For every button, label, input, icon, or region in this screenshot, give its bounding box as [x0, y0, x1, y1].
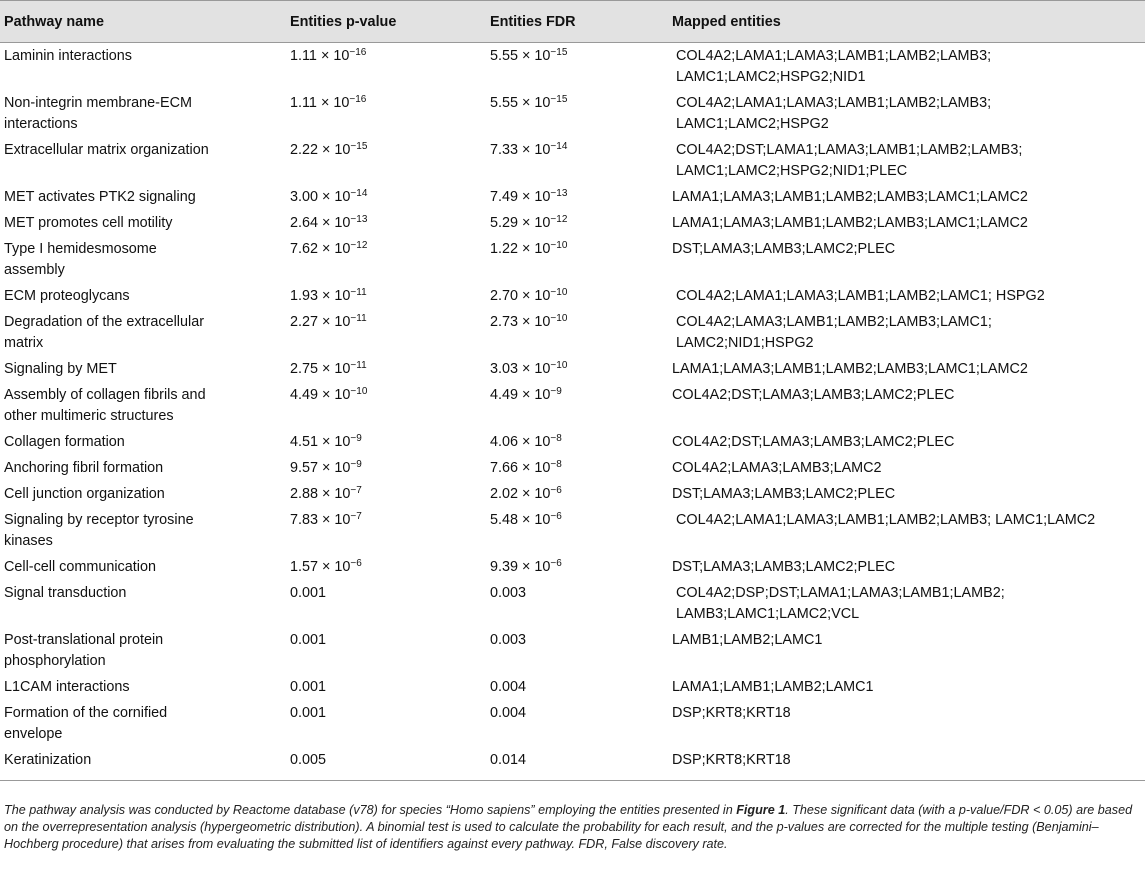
mapped-entities-cell [672, 309, 1145, 356]
mapped-entities-line: LAMC1;LAMC2;HSPG2;NID1 [672, 69, 866, 85]
pathway-name-cell [0, 627, 290, 674]
pathway-name-line: phosphorylation [4, 653, 106, 669]
pathway-name-cell [0, 356, 290, 382]
pathway-name-cell [0, 382, 290, 429]
mapped-entities-line: COL4A2;DSP;DST;LAMA1;LAMA3;LAMB1;LAMB2; [672, 585, 1005, 601]
fdr-value: 5.55 × 10 [490, 48, 551, 64]
p-value-cell [290, 674, 490, 700]
fdr-exponent: −10 [550, 313, 568, 324]
mapped-entities-line: DST;LAMA3;LAMB3;LAMC2;PLEC [672, 559, 896, 575]
pathway-name-line: Post-translational protein [4, 632, 164, 648]
pathway-name-cell [0, 747, 290, 781]
mapped-entities-line: COL4A2;LAMA3;LAMB3;LAMC2 [672, 460, 882, 476]
mapped-entities-cell [672, 554, 1145, 580]
p-exponent: −7 [350, 485, 362, 496]
pathway-name-line: Non-integrin membrane-ECM [4, 95, 192, 111]
footnote-text-1: The pathway analysis was conducted by Reactome database (v78) for species “Homo sapiens” employing the entities presented in [4, 803, 737, 817]
p-exponent: −11 [350, 360, 367, 371]
fdr-value: 0.003 [490, 632, 527, 648]
p-value: 0.001 [290, 585, 327, 601]
p-value-cell [290, 554, 490, 580]
mapped-entities-line: DSP;KRT8;KRT18 [672, 752, 791, 768]
p-exponent: −7 [350, 511, 362, 522]
pathway-name-cell [0, 90, 290, 137]
fdr-cell [490, 481, 672, 507]
p-exponent: −9 [350, 433, 362, 444]
fdr-exponent: −10 [550, 360, 568, 371]
mapped-entities-cell [672, 674, 1145, 700]
p-value: 1.11 × 10 [290, 48, 350, 64]
table-row [0, 90, 1145, 137]
p-value: 0.001 [290, 705, 327, 721]
p-exponent: −12 [350, 240, 368, 251]
mapped-entities-line: LAMC1;LAMC2;HSPG2 [672, 116, 829, 132]
mapped-entities-line: LAMC1;LAMC2;HSPG2;NID1;PLEC [672, 163, 908, 179]
fdr-value: 0.004 [490, 705, 527, 721]
fdr-value: 7.33 × 10 [490, 142, 551, 158]
pathway-name-line: Cell-cell communication [4, 559, 156, 575]
fdr-value: 1.22 × 10 [490, 241, 551, 257]
table-row [0, 210, 1145, 236]
p-value: 2.27 × 10 [290, 314, 351, 330]
pathway-name-line: Anchoring fibril formation [4, 460, 164, 476]
table-row [0, 429, 1145, 455]
pathway-name-line: Formation of the cornified [4, 705, 168, 721]
p-exponent: −11 [350, 313, 367, 324]
pathway-name-line: other multimeric structures [4, 408, 174, 424]
pathway-name-cell [0, 210, 290, 236]
fdr-cell [490, 137, 672, 184]
mapped-entities-line: DST;LAMA3;LAMB3;LAMC2;PLEC [672, 241, 896, 257]
fdr-value: 0.003 [490, 585, 527, 601]
fdr-exponent: −6 [550, 558, 562, 569]
header-fdr: Entities FDR [490, 1, 672, 43]
mapped-entities-cell [672, 356, 1145, 382]
p-exponent: −13 [350, 214, 368, 225]
table-row [0, 236, 1145, 283]
pathway-name-cell [0, 184, 290, 210]
table-row [0, 382, 1145, 429]
p-value-cell [290, 455, 490, 481]
fdr-value: 3.03 × 10 [490, 361, 551, 377]
pathway-name-line: ECM proteoglycans [4, 288, 130, 304]
p-exponent: −6 [350, 558, 362, 569]
pathway-name-line: kinases [4, 533, 53, 549]
pathway-name-line: Signaling by MET [4, 361, 117, 377]
mapped-entities-cell [672, 580, 1145, 627]
p-value-cell [290, 747, 490, 781]
mapped-entities-cell [672, 236, 1145, 283]
fdr-cell [490, 674, 672, 700]
p-value: 0.001 [290, 679, 327, 695]
p-value: 7.83 × 10 [290, 512, 351, 528]
mapped-entities-line: LAMC2;NID1;HSPG2 [672, 335, 814, 351]
pathway-name-line: Type I hemidesmosome [4, 241, 157, 257]
fdr-cell [490, 90, 672, 137]
fdr-cell [490, 700, 672, 747]
header-pathway-name: Pathway name [0, 1, 290, 43]
fdr-cell [490, 554, 672, 580]
mapped-entities-cell [672, 429, 1145, 455]
mapped-entities-line: COL4A2;DST;LAMA3;LAMB3;LAMC2;PLEC [672, 387, 955, 403]
p-exponent: −16 [349, 47, 367, 58]
mapped-entities-cell [672, 43, 1145, 91]
fdr-value: 0.014 [490, 752, 527, 768]
mapped-entities-cell [672, 627, 1145, 674]
p-value: 1.93 × 10 [290, 288, 351, 304]
mapped-entities-line: DSP;KRT8;KRT18 [672, 705, 791, 721]
mapped-entities-line: COL4A2;DST;LAMA1;LAMA3;LAMB1;LAMB2;LAMB3; [672, 142, 1023, 158]
pathway-name-cell [0, 455, 290, 481]
pathway-name-line: MET promotes cell motility [4, 215, 173, 231]
pathway-name-line: Cell junction organization [4, 486, 165, 502]
p-value: 2.75 × 10 [290, 361, 351, 377]
mapped-entities-cell [672, 747, 1145, 781]
fdr-value: 4.49 × 10 [490, 387, 551, 403]
p-value-cell [290, 210, 490, 236]
pathway-name-line: assembly [4, 262, 65, 278]
p-value: 9.57 × 10 [290, 460, 351, 476]
pathway-name-line: Assembly of collagen fibrils and [4, 387, 206, 403]
mapped-entities-cell [672, 481, 1145, 507]
pathway-name-line: Degradation of the extracellular [4, 314, 204, 330]
fdr-value: 7.66 × 10 [490, 460, 551, 476]
mapped-entities-cell [672, 90, 1145, 137]
p-exponent: −11 [350, 287, 367, 298]
fdr-exponent: −14 [550, 141, 568, 152]
pathway-name-cell [0, 554, 290, 580]
p-value-cell [290, 627, 490, 674]
p-exponent: −14 [350, 188, 368, 199]
mapped-entities-line: COL4A2;LAMA1;LAMA3;LAMB1;LAMB2;LAMB3; [672, 95, 992, 111]
fdr-value: 9.39 × 10 [490, 559, 551, 575]
fdr-cell [490, 627, 672, 674]
p-value-cell [290, 481, 490, 507]
mapped-entities-cell [672, 455, 1145, 481]
table-row [0, 356, 1145, 382]
pathway-name-line: Keratinization [4, 752, 92, 768]
pathway-name-line: Signaling by receptor tyrosine [4, 512, 194, 528]
fdr-exponent: −8 [550, 459, 562, 470]
pathway-name-cell [0, 580, 290, 627]
pathway-name-cell [0, 137, 290, 184]
mapped-entities-line: COL4A2;LAMA1;LAMA3;LAMB1;LAMB2;LAMB3; [672, 48, 992, 64]
fdr-value: 2.70 × 10 [490, 288, 551, 304]
table-row [0, 674, 1145, 700]
pathway-name-line: Signal transduction [4, 585, 127, 601]
fdr-cell [490, 184, 672, 210]
fdr-exponent: −9 [550, 386, 562, 397]
p-value-cell [290, 429, 490, 455]
p-value: 2.22 × 10 [290, 142, 351, 158]
fdr-value: 2.73 × 10 [490, 314, 551, 330]
p-value-cell [290, 580, 490, 627]
mapped-entities-line: LAMB3;LAMC1;LAMC2;VCL [672, 606, 860, 622]
pathway-name-cell [0, 481, 290, 507]
pathway-name-line: L1CAM interactions [4, 679, 130, 695]
mapped-entities-line: COL4A2;LAMA3;LAMB1;LAMB2;LAMB3;LAMC1; [672, 314, 992, 330]
pathway-name-line: envelope [4, 726, 63, 742]
fdr-value: 2.02 × 10 [490, 486, 551, 502]
p-value-cell [290, 43, 490, 91]
header-mapped-entities: Mapped entities [672, 1, 1145, 43]
fdr-exponent: −13 [550, 188, 568, 199]
table-footnote [4, 802, 1140, 853]
table-row [0, 627, 1145, 674]
pathway-name-cell [0, 507, 290, 554]
mapped-entities-cell [672, 283, 1145, 309]
p-value-cell [290, 382, 490, 429]
p-value-cell [290, 356, 490, 382]
fdr-value: 0.004 [490, 679, 527, 695]
pathway-name-cell [0, 309, 290, 356]
p-exponent: −10 [350, 386, 368, 397]
fdr-exponent: −10 [550, 287, 568, 298]
mapped-entities-cell [672, 700, 1145, 747]
p-exponent: −16 [349, 94, 367, 105]
mapped-entities-line: LAMB1;LAMB2;LAMC1 [672, 632, 823, 648]
p-value-cell [290, 700, 490, 747]
p-value-cell [290, 90, 490, 137]
fdr-value: 4.06 × 10 [490, 434, 551, 450]
mapped-entities-line: LAMA1;LAMA3;LAMB1;LAMB2;LAMB3;LAMC1;LAMC2 [672, 361, 1028, 377]
p-value: 0.001 [290, 632, 327, 648]
mapped-entities-line: LAMA1;LAMB1;LAMB2;LAMC1 [672, 679, 874, 695]
pathway-name-line: Laminin interactions [4, 48, 132, 64]
pathway-name-cell [0, 43, 290, 91]
table-row [0, 507, 1145, 554]
fdr-exponent: −10 [550, 240, 568, 251]
footnote-text-2: . These significant data (with a p-value/FDR < 0.05) are based on the overrepresentation analysis (hypergeometric distribution). A binomial test is used to calculate the probability for each result, and the p-values are corrected for the multiple testing (Benjamini–Hochberg procedure) that arises from evaluating the submitted list of identifiers against every pathway. FDR, False discovery rate. [4, 803, 1133, 851]
fdr-cell [490, 210, 672, 236]
fdr-cell [490, 580, 672, 627]
p-value: 2.64 × 10 [290, 215, 351, 231]
fdr-value: 5.55 × 10 [490, 95, 551, 111]
table-row [0, 283, 1145, 309]
fdr-cell [490, 356, 672, 382]
table-row [0, 137, 1145, 184]
fdr-cell [490, 43, 672, 91]
p-exponent: −9 [350, 459, 362, 470]
table-row [0, 747, 1145, 781]
p-value-cell [290, 184, 490, 210]
fdr-value: 7.49 × 10 [490, 189, 551, 205]
table-row [0, 184, 1145, 210]
fdr-exponent: −8 [550, 433, 562, 444]
pathway-name-line: matrix [4, 335, 44, 351]
p-value: 1.11 × 10 [290, 95, 350, 111]
pathway-name-cell [0, 236, 290, 283]
mapped-entities-line: COL4A2;LAMA1;LAMA3;LAMB1;LAMB2;LAMB3; LAMC1;LAMC2 [672, 512, 1096, 528]
pathway-name-cell [0, 283, 290, 309]
pathway-name-line: interactions [4, 116, 78, 132]
p-value: 0.005 [290, 752, 327, 768]
fdr-cell [490, 429, 672, 455]
pathway-name-line: Extracellular matrix organization [4, 142, 209, 158]
mapped-entities-line: DST;LAMA3;LAMB3;LAMC2;PLEC [672, 486, 896, 502]
p-value-cell [290, 507, 490, 554]
mapped-entities-cell [672, 507, 1145, 554]
mapped-entities-line: LAMA1;LAMA3;LAMB1;LAMB2;LAMB3;LAMC1;LAMC2 [672, 189, 1028, 205]
mapped-entities-line: LAMA1;LAMA3;LAMB1;LAMB2;LAMB3;LAMC1;LAMC2 [672, 215, 1028, 231]
p-value: 7.62 × 10 [290, 241, 351, 257]
fdr-cell [490, 382, 672, 429]
table-row [0, 580, 1145, 627]
p-value-cell [290, 309, 490, 356]
table-body [0, 43, 1145, 781]
fdr-value: 5.48 × 10 [490, 512, 551, 528]
p-value: 4.51 × 10 [290, 434, 351, 450]
table-row [0, 481, 1145, 507]
header-p-value: Entities p-value [290, 1, 490, 43]
mapped-entities-line: COL4A2;DST;LAMA3;LAMB3;LAMC2;PLEC [672, 434, 955, 450]
mapped-entities-cell [672, 382, 1145, 429]
p-value: 3.00 × 10 [290, 189, 351, 205]
mapped-entities-line: COL4A2;LAMA1;LAMA3;LAMB1;LAMB2;LAMC1; HSPG2 [672, 288, 1045, 304]
p-value-cell [290, 137, 490, 184]
fdr-cell [490, 309, 672, 356]
table-row [0, 309, 1145, 356]
p-value-cell [290, 236, 490, 283]
fdr-cell [490, 236, 672, 283]
p-exponent: −15 [350, 141, 368, 152]
fdr-cell [490, 747, 672, 781]
table-row [0, 43, 1145, 91]
mapped-entities-cell [672, 184, 1145, 210]
header-row [0, 1, 1145, 43]
pathway-name-cell [0, 429, 290, 455]
fdr-cell [490, 283, 672, 309]
figure-reference: Figure 1 [736, 803, 786, 817]
fdr-exponent: −12 [550, 214, 568, 225]
table-row [0, 700, 1145, 747]
pathway-name-line: MET activates PTK2 signaling [4, 189, 196, 205]
mapped-entities-cell [672, 210, 1145, 236]
p-value: 1.57 × 10 [290, 559, 351, 575]
fdr-cell [490, 455, 672, 481]
fdr-cell [490, 507, 672, 554]
fdr-exponent: −6 [550, 511, 562, 522]
pathway-name-cell [0, 674, 290, 700]
fdr-exponent: −6 [550, 485, 562, 496]
p-value: 4.49 × 10 [290, 387, 351, 403]
p-value: 2.88 × 10 [290, 486, 351, 502]
table-row [0, 554, 1145, 580]
fdr-value: 5.29 × 10 [490, 215, 551, 231]
mapped-entities-cell [672, 137, 1145, 184]
fdr-exponent: −15 [550, 47, 568, 58]
pathway-name-cell [0, 700, 290, 747]
p-value-cell [290, 283, 490, 309]
fdr-exponent: −15 [550, 94, 568, 105]
table-row [0, 455, 1145, 481]
pathway-name-line: Collagen formation [4, 434, 125, 450]
